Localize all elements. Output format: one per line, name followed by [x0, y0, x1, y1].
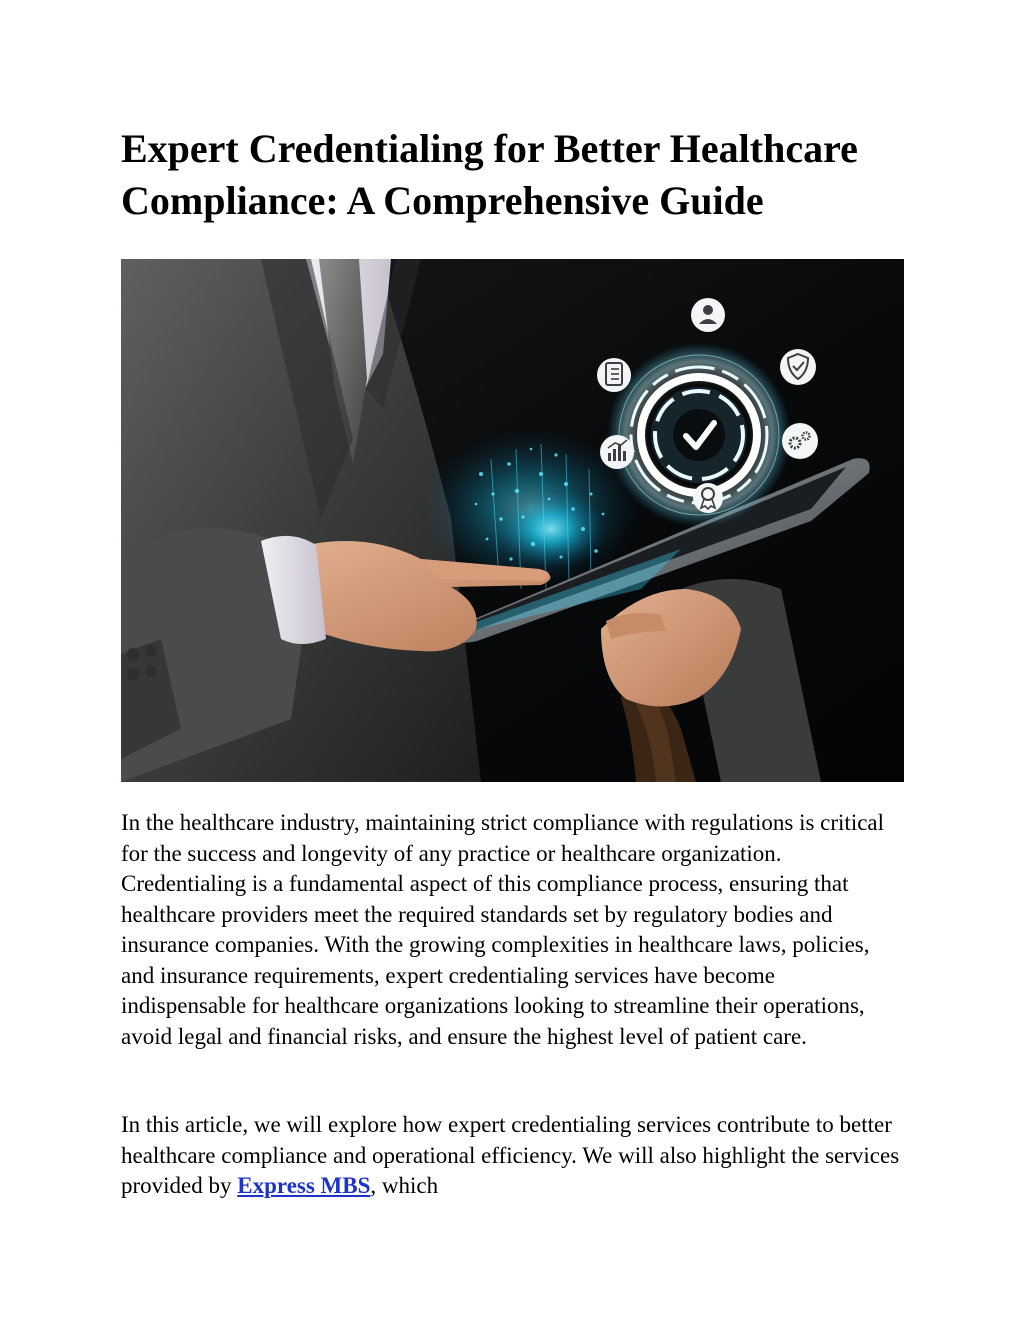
gears-icon	[782, 423, 818, 459]
article-title: Expert Credentialing for Better Healthcare Compliance: A Comprehensive Guide	[121, 126, 858, 223]
express-mbs-link[interactable]: Express MBS	[237, 1173, 371, 1198]
hero-illustration	[121, 259, 904, 782]
shield-check-icon	[780, 349, 816, 385]
hero-image	[121, 259, 904, 782]
user-icon	[691, 298, 725, 332]
intro-paragraph: In the healthcare industry, maintaining strict compliance with regulations is critical for the success and longevity of any practice or healthcare organization. Credentialing is a fundamental aspect of this compliance process, ensuring that healthcare providers meet the required standards set by regulatory bodies and insurance companies. With the growing complexities in healthcare laws, policies, and insurance requirements, expert credentialing services have become indispensable for healthcare organizations looking to streamline their operations, avoid legal and financial risks, and ensure the highest level of patient care.	[121, 810, 885, 1049]
award-badge-icon	[693, 483, 723, 513]
overview-text-start: In this article, we will explore how expert credentialing services contribute to better healthcare compliance and operational efficiency. We will also highlight the services provided by	[121, 1112, 900, 1198]
overview-text-end: , which	[370, 1173, 439, 1198]
bar-chart-icon	[600, 435, 634, 469]
clipboard-checklist-icon	[597, 358, 631, 392]
overview-paragraph	[121, 1110, 904, 1202]
